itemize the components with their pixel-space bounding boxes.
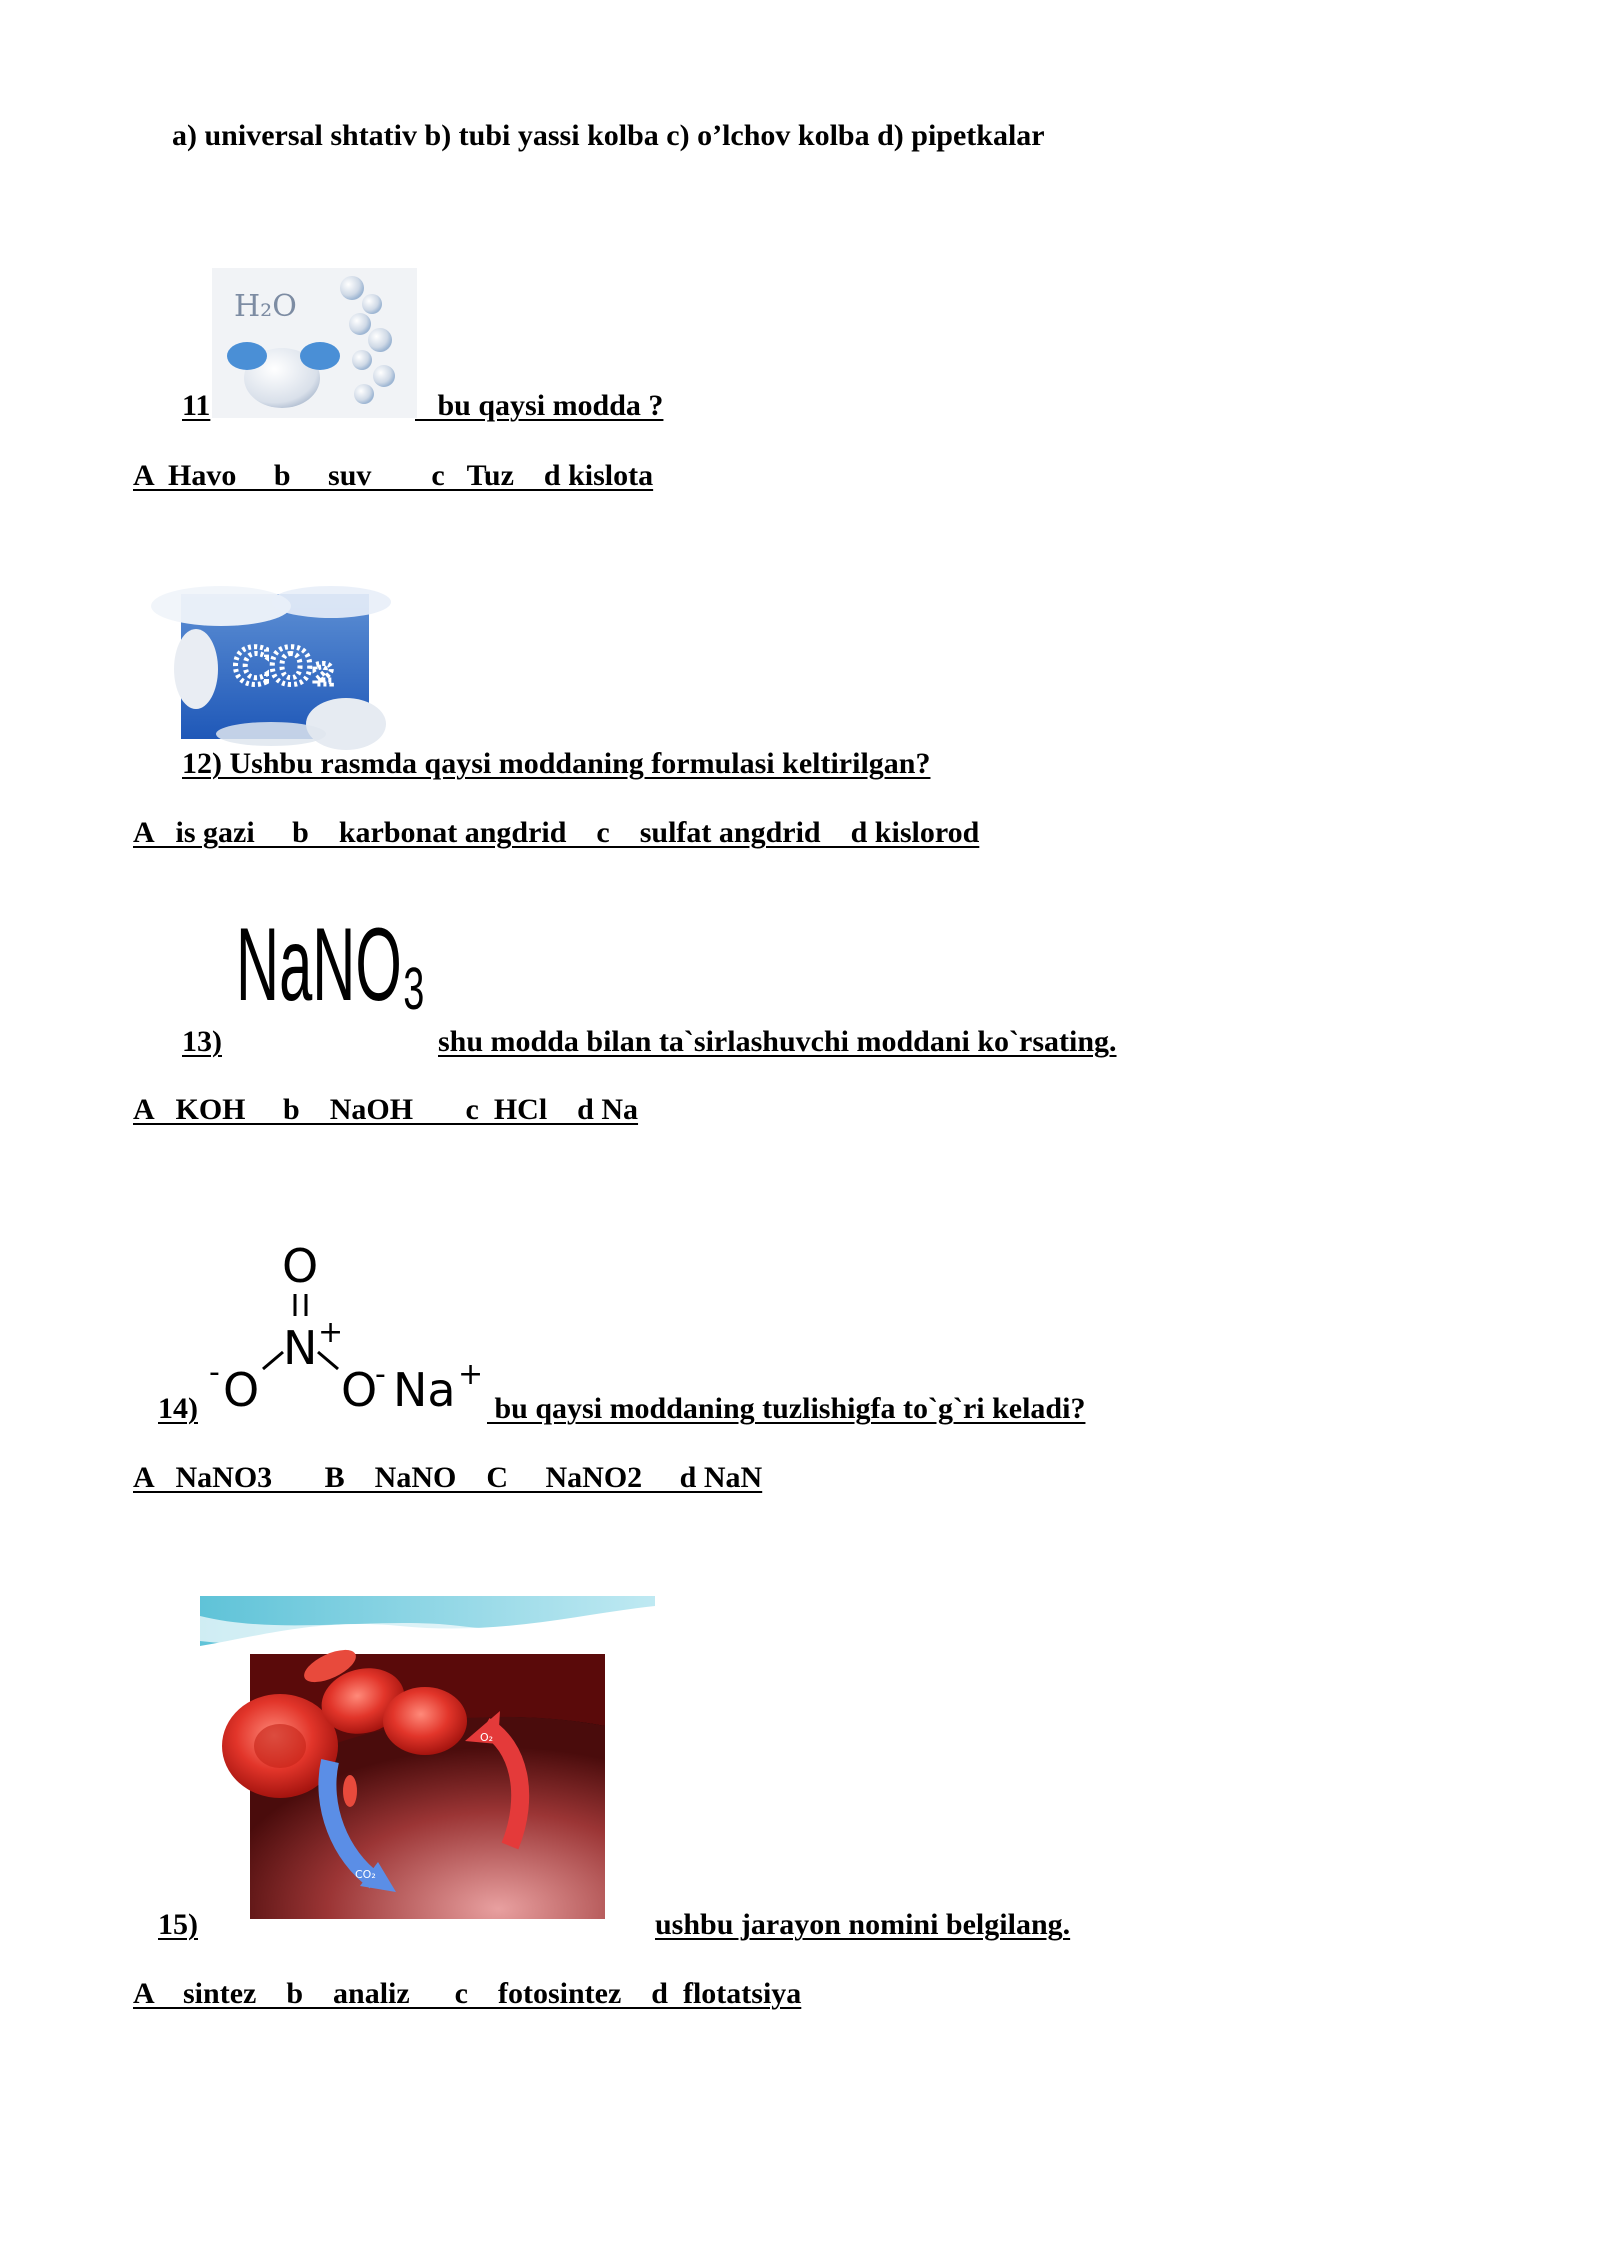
question-11-text: bu qaysi modda ? <box>415 389 664 422</box>
question-12-text: 12) Ushbu rasmda qaysi moddaning formulasi keltirilgan? <box>182 747 931 780</box>
oxygen-right-label: O <box>341 1363 378 1417</box>
sodium-label: Na <box>393 1363 456 1417</box>
question-11-number: 11 <box>182 389 211 422</box>
question-13-text: shu modda bilan ta`sirlashuvchi moddani ko`rsating. <box>438 1025 1117 1058</box>
nano3-formula-image <box>232 900 432 1030</box>
oxygen-top-label: O <box>282 1239 319 1293</box>
sodium-charge: + <box>458 1357 484 1392</box>
h2o-label: H₂O <box>234 289 297 324</box>
nitrogen-label: N <box>283 1321 318 1375</box>
oxygen-left-label: O <box>223 1363 260 1417</box>
options-line: a) universal shtativ b) tubi yassi kolba c) o’lchov kolba d) pipetkalar <box>172 119 1045 152</box>
question-13-number: 13) <box>182 1025 222 1058</box>
question-14-text: bu qaysi moddaning tuzlishigfa to`g`ri keladi? <box>487 1392 1086 1425</box>
question-15-answers: A sintez b analiz c fotosintez d flotatsiya <box>133 1977 802 2010</box>
nano3-label: NaNO₃ <box>236 907 426 1023</box>
question-15-text: ushbu jarayon nomini belgilang. <box>655 1908 1071 1941</box>
o2-arrow-label: O₂ <box>480 1731 494 1744</box>
question-14-number: 14) <box>158 1392 198 1425</box>
blood-cells-gas-exchange-image <box>200 1596 655 1924</box>
oxygen-right-charge: - <box>375 1357 386 1392</box>
question-13-answers: A KOH b NaOH c HCl d Na <box>133 1093 639 1126</box>
co2-arrow-label: CO₂ <box>355 1868 376 1881</box>
h2o-molecules-image <box>212 268 417 418</box>
nitrogen-charge: + <box>318 1315 344 1350</box>
question-14-answers: A NaNO3 B NaNO C NaNO2 d NaN <box>133 1461 763 1494</box>
co2-label: CO₂ <box>233 638 335 696</box>
question-12-answers: A is gazi b karbonat angdrid c sulfat angdrid d kislorod <box>133 816 980 849</box>
question-11-answers: A Havo b suv c Tuz d kislota <box>133 459 654 492</box>
nitrate-structure-image <box>205 1234 490 1419</box>
question-15-number: 15) <box>158 1908 198 1941</box>
oxygen-left-charge: - <box>209 1355 220 1390</box>
co2-cloud-image <box>181 594 369 739</box>
